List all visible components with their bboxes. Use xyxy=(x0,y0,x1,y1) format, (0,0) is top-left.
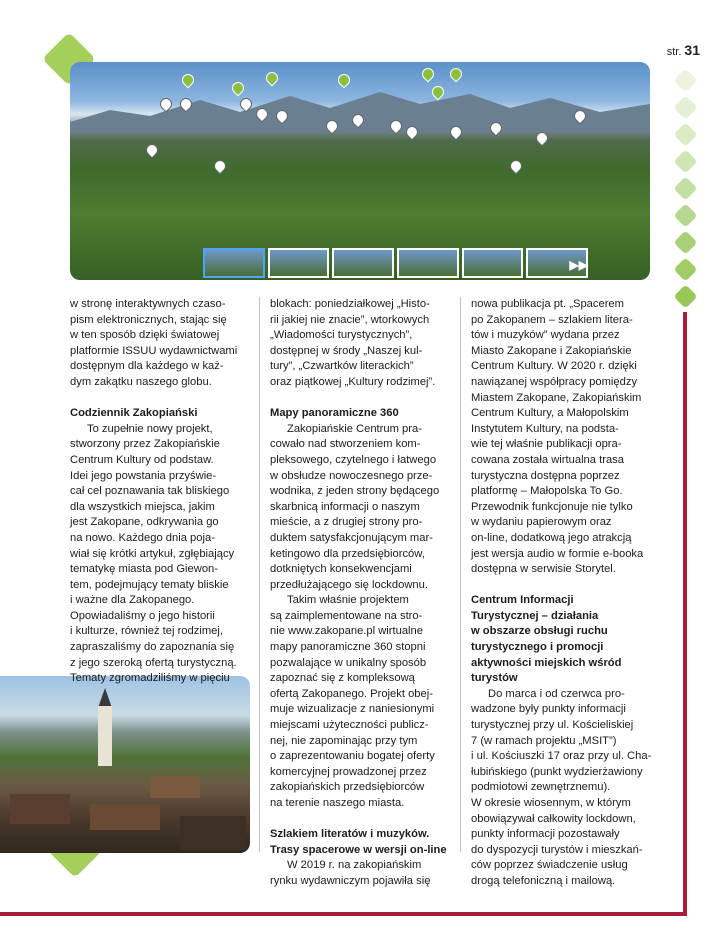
panorama-thumbnail[interactable] xyxy=(268,248,330,278)
column-divider xyxy=(259,297,260,852)
panorama-thumbnail[interactable] xyxy=(203,248,265,278)
paragraph-intro: w stronę interaktywnych czaso- pism elektronicznych, stając się w ten sposób dzięki światowej platformie ISSUU wydawnictwami dostępnym dla każdego w każ- dym zakątku naszego globu. xyxy=(70,298,238,388)
paragraph-intro: blokach: poniedziałkowej „Histo- rii jakiej nie znacie”, wtorkowych „Wiadomości turystycznych”, dostępnej w środy „Naszej kul- tury”, „Czwartków literackich” oraz piątkowej „Kultury rodzimej”. xyxy=(270,298,436,388)
section-heading: Codziennik Zakopiański xyxy=(70,407,198,420)
paragraph-body: Do marca i od czerwca pro- wadzone były punkty informacji turystycznej przy ul. Kościeliskiej 7 (w ramach projektu „MSIT”) i ul. Kościuszki 17 oraz przy ul. Cha- łubińskiego (punkt wydzierżawiony podmiotowi zewnętrznemu). xyxy=(471,687,652,794)
decorative-dot xyxy=(673,68,697,92)
decorative-dot xyxy=(673,176,697,200)
page-number-label: str. xyxy=(666,46,682,58)
map-pin-icon xyxy=(448,66,465,83)
panorama-thumbnail[interactable] xyxy=(332,248,394,278)
house-roof xyxy=(180,816,246,850)
section-heading: Centrum Informacji Turystycznej – działania w obszarze obsługi ruchu turystycznego i promocji aktywności miejskich wśród turystów xyxy=(471,594,622,685)
decorative-dot xyxy=(673,122,697,146)
paragraph-body: W okresie wiosennym, w którym obowiązywał całkowity lockdown, punkty informacji pozostawały do dyspozycji turystów i mieszkań- ców poprzez świadczenie usług drogą telefoniczną i mailową. xyxy=(471,797,643,887)
map-pin-icon xyxy=(144,142,161,159)
paragraph-body: To zupełnie nowy projekt, stworzony przez Zakopiańskie Centrum Kultury od podstaw. Idei jego powstania przyświe- cał cel poznawania tak bliskiego dla wszystkich miejsca, jakim jest Zakopane, odkrywania go na nowo. Każdego dnia poja- wiał się krótki artykuł, zgłębiający tematykę miasta pod Giewon- tem, podejmujący tematy bliskie i ważne dla Zakopanego. Opowiadaliśmy o jego historii i kulturze, również tej rodzimej, zapraszaliśmy do zapoznania się z jego szeroką ofertą turystyczną. Tematy zgromadziliśmy w pięciu xyxy=(70,422,237,685)
map-pin-icon xyxy=(508,158,525,175)
next-arrow-icon[interactable]: ▶▶ xyxy=(569,258,588,272)
paragraph-intro: nowa publikacja pt. „Spacerem po Zakopanem – szlakiem litera- tów i muzyków” wydana przez Miasto Zakopane i Zakopiańskie Centrum Kultury. W 2020 r. dzięki nawiązanej współpracy pomiędzy Miastem Zakopane, Zakopiańskim Centrum Kultury, a Małopolskim Instytutem Kultury, na podsta- wie tej właśnie publikacji opra- cowana została wirtualna trasa turystyczna dostępna poprzez platformę – Małopolska To Go. Przewodnik funkcjonuje nie tylko w wydaniu papierowym oraz on-line, dodatkową jego atrakcją jest wersja audio w formie e-booka dostępna w serwisie Storytel. xyxy=(471,298,644,576)
panorama-thumbnail[interactable] xyxy=(397,248,459,278)
panorama-thumbnail-strip[interactable] xyxy=(203,248,588,278)
house-roof xyxy=(150,776,200,798)
section-heading: Mapy panoramiczne 360 xyxy=(270,407,399,420)
text-column-1 xyxy=(70,297,252,687)
house-roof xyxy=(90,804,160,830)
town-photo xyxy=(0,676,250,853)
frame-horizontal-bar xyxy=(0,912,687,916)
column-divider xyxy=(460,297,461,852)
decorative-dot xyxy=(673,284,697,308)
decorative-dot xyxy=(673,257,697,281)
text-column-2 xyxy=(270,297,454,890)
house-roof xyxy=(10,794,70,824)
decorative-dot xyxy=(673,149,697,173)
decorative-dot xyxy=(673,203,697,227)
panoramic-map-image xyxy=(70,62,650,280)
text-column-3 xyxy=(471,297,671,890)
map-pin-icon xyxy=(534,130,551,147)
frame-vertical-bar xyxy=(683,312,687,916)
map-pin-icon xyxy=(420,66,437,83)
map-pin-icon xyxy=(212,158,229,175)
decorative-dot xyxy=(673,230,697,254)
panorama-thumbnail[interactable] xyxy=(462,248,524,278)
paragraph-body: Takim właśnie projektem są zaimplementowane na stro- nie www.zakopane.pl wirtualne mapy panoramiczne 360 stopni pozwalające w unikalny sposób zapoznać się z kompleksową ofertą Zakopanego. Projekt obej- muje wizualizacje z naniesionymi miejscami użyteczności publicz- nej, nie zapominając przy tym o zaprezentowaniu bogatej oferty komercyjnej prowadzonej przez zakopiańskich przedsiębiorców na terenie naszego miasta. xyxy=(270,594,435,809)
paragraph-body: W 2019 r. na zakopiańskim rynku wydawniczym pojawiła się xyxy=(270,859,431,887)
decorative-dot xyxy=(673,95,697,119)
church-tower xyxy=(98,706,112,766)
section-heading: Szlakiem literatów i muzyków. Trasy spacerowe w wersji on-line xyxy=(270,828,447,856)
church-spire xyxy=(98,688,112,708)
page-number-value: 31 xyxy=(684,42,700,58)
paragraph-body: Zakopiańskie Centrum pra- cowało nad stworzeniem kom- pleksowego, czytelnego i łatwego w obsłudze nowoczesnego prze- wodnika, z jeden strony będącego skarbnicą informacji o naszym mieście, a z drugiej strony pro- duktem satysfakcjonującym mar- ketingowo dla przedsiębiorców, dotkniętych konsekwencjami przedłużającego się lockdownu. xyxy=(270,422,440,591)
page-number xyxy=(667,42,700,58)
